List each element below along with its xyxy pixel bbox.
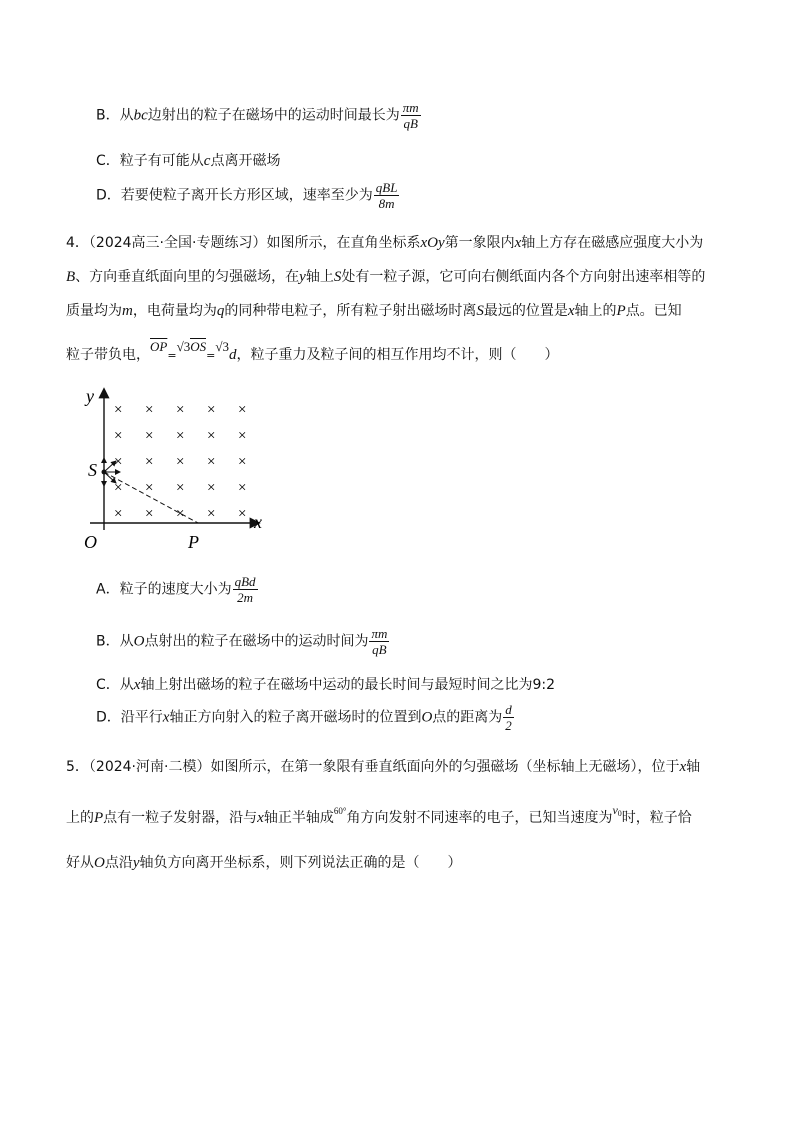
field-cross: ×	[176, 428, 185, 444]
q5-stem-line2: 上的P点有一粒子发射器，沿与x轴正半轴成$^{60^\circ}$角方向发射不同速率的电子，已知当速度为$v_0$时，粒子恰	[66, 803, 692, 826]
field-cross: ×	[176, 454, 185, 470]
field-cross: ×	[207, 428, 216, 444]
field-cross: ×	[176, 480, 185, 496]
q5-stem-line1: 5．（2024·河南·二模）如图所示，在第一象限有垂直纸面向外的匀强磁场（坐标轴上无磁场），位于x轴	[66, 759, 701, 775]
q5-stem-line3: 好从O点沿y轴负方向离开坐标系，则下列说法正确的是（ ）	[66, 855, 462, 871]
fraction: $\frac{\pi m}{qB}$	[402, 100, 419, 131]
fraction: $\frac{\text{qBd}}{2m}$	[234, 574, 256, 605]
field-cross: ×	[238, 402, 247, 418]
field-cross: ×	[145, 428, 154, 444]
field-cross: ×	[145, 402, 154, 418]
q3-option-d: D．若要使粒子离开长方形区域，速率至少为 $\frac{\text{qBL}}{8m}$	[96, 180, 398, 211]
field-cross: ×	[238, 506, 247, 522]
origin-label: O	[84, 532, 97, 552]
q4-option-b: B．从O点射出的粒子在磁场中的运动时间为 $\frac{\pi m}{qB}$	[96, 626, 388, 657]
fraction: $\frac{d}{2}$	[505, 702, 512, 733]
y-axis-label: y	[86, 386, 94, 406]
q4-stem-line1: 4．（2024高三·全国·专题练习）如图所示，在直角坐标系xOy第一象限内x轴上方存在磁感应强度大小为	[66, 235, 704, 251]
field-cross: ×	[238, 480, 247, 496]
q4-option-c: C．从x轴上射出磁场的粒子在磁场中运动的最长时间与最短时间之比为9:2	[96, 677, 555, 693]
x-axis-label: x	[254, 512, 262, 532]
field-cross: ×	[207, 454, 216, 470]
q3-option-b: B．从bc边射出的粒子在磁场中的运动时间最长为 $\frac{\pi m}{qB}$	[96, 100, 419, 131]
field-cross: ×	[238, 454, 247, 470]
field-cross: ×	[176, 506, 185, 522]
field-cross: ×	[238, 428, 247, 444]
magnetic-field-crosses	[114, 402, 246, 522]
field-cross: ×	[145, 454, 154, 470]
field-cross: ×	[114, 454, 123, 470]
q4-stem-line4: 粒子带负电，$\overline{OP}=√3OS=√3d$，粒子重力及粒子间的相互作用均不计，则（ ）	[66, 339, 559, 363]
field-cross: ×	[207, 506, 216, 522]
field-cross: ×	[114, 402, 123, 418]
field-cross: ×	[114, 428, 123, 444]
field-cross: ×	[207, 480, 216, 496]
point-s-label: S	[88, 460, 97, 480]
fraction: $\frac{\pi m}{qB}$	[371, 626, 388, 657]
q4-figure	[80, 382, 280, 552]
field-cross: ×	[114, 506, 123, 522]
field-cross: ×	[176, 402, 185, 418]
q4-option-a: A．粒子的速度大小为 $\frac{\text{qBd}}{2m}$	[96, 574, 256, 605]
q4-stem-line3: 质量均为m，电荷量均为q的同种带电粒子，所有粒子射出磁场时离S最远的位置是x轴上的P点。已知	[66, 303, 682, 319]
field-cross: ×	[207, 402, 216, 418]
source-point	[102, 470, 107, 475]
field-cross: ×	[145, 480, 154, 496]
fraction: $\frac{\text{qBL}}{8m}$	[375, 180, 398, 211]
point-p-label: P	[188, 532, 199, 552]
q3-option-c: C．粒子有可能从c点离开磁场	[96, 153, 281, 169]
q4-stem-line2: B、方向垂直纸面向里的匀强磁场，在y轴上S处有一粒子源，它可向右侧纸面内各个方向射出速率相等的	[66, 269, 706, 285]
field-cross: ×	[145, 506, 154, 522]
field-cross: ×	[114, 480, 123, 496]
q4-option-d: D．沿平行x轴正方向射入的粒子离开磁场时的位置到O点的距离为 $\frac{d}{2}$	[96, 702, 512, 733]
